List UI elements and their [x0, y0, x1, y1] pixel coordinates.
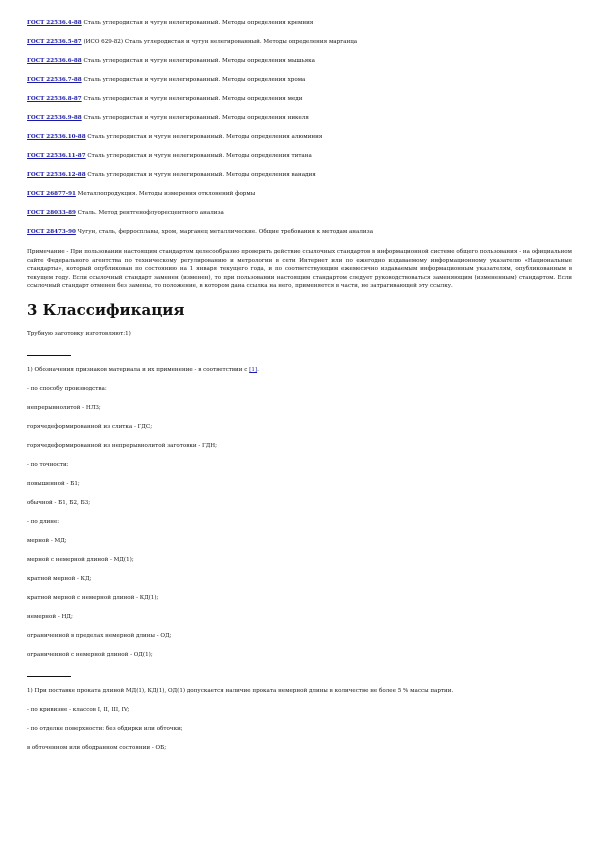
reference-item: [27, 228, 572, 236]
list-item: непрерывнолитой - НЛЗ;: [27, 404, 101, 411]
footnote-text: [27, 366, 572, 374]
list-item: кратной мерной - КД;: [27, 575, 92, 582]
section-heading: 3 Классификация: [27, 300, 185, 319]
reference-title: Сталь углеродистая и чугун нелегированный. Методы определения хрома: [81, 77, 306, 83]
reference-item: [27, 152, 572, 160]
list-item: мерной - МД;: [27, 537, 67, 544]
footnote-text-end: .: [257, 366, 259, 373]
reference-title: Сталь углеродистая и чугун нелегированный. Методы определения меди: [81, 96, 303, 102]
footnote-separator: [27, 355, 71, 356]
reference-title: Сталь углеродистая и чугун нелегированный. Методы определения титана: [85, 153, 312, 159]
reference-list: [27, 19, 572, 236]
reference-title: Сталь углеродистая и чугун нелегированный. Методы определения алюминия: [85, 134, 323, 140]
list-item: повышенной - Б1;: [27, 480, 80, 487]
list-item: мерной с немерной длиной - МД(1);: [27, 556, 134, 563]
list-item: ограниченной в пределах немерной длины - ОД;: [27, 632, 172, 639]
reference-title: Чугун, сталь, ферросплавы, хром, марганец металлические. Общие требования к методам анализа: [75, 229, 374, 235]
list-item: горячедеформированной из непрерывнолитой заготовки - ГДН;: [27, 442, 218, 449]
intro-text: Трубную заготовку изготовляют:1): [27, 330, 131, 337]
footnote-text: 1) При поставке проката длиной МД(1), КД(1), ОД(1) допускается наличие проката немерной длины в количестве не более 5 % массы партии.: [27, 687, 454, 694]
list-item: горячедеформированной из слитка - ГДС;: [27, 423, 153, 430]
footnote-separator: [27, 676, 71, 677]
classification-list: [27, 385, 572, 659]
reference-link[interactable]: ГОСТ 28473-90: [27, 229, 76, 235]
reference-item: [27, 133, 572, 141]
list-item: обычной - Б1, Б2, Б3;: [27, 499, 91, 506]
reference-link[interactable]: ГОСТ 22536.9-88: [27, 115, 82, 121]
reference-title: Сталь углеродистая и чугун нелегированный. Методы определения никеля: [81, 115, 309, 121]
reference-link[interactable]: ГОСТ 22536.12-88: [27, 172, 86, 178]
reference-item: [27, 114, 572, 122]
list-item: - по длине:: [27, 518, 60, 525]
footnote-text-start: 1) Обозначения признаков материала и их применение - в соответствии с: [27, 366, 250, 373]
reference-item: [27, 57, 572, 65]
reference-link[interactable]: ГОСТ 22536.6-88: [27, 58, 82, 64]
reference-item: [27, 190, 572, 198]
reference-title: Металлопродукция. Методы измерения отклонений формы: [75, 191, 256, 197]
reference-item: [27, 38, 572, 46]
reference-title: Сталь. Метод рентгенофлуоресцентного анализа: [75, 210, 224, 216]
reference-link[interactable]: ГОСТ 26877-91: [27, 191, 76, 197]
reference-item: [27, 19, 572, 27]
reference-item: [27, 76, 572, 84]
list-item: - по точности:: [27, 461, 69, 468]
list-item: - по кривизне - классов I, II, III, IV;: [27, 706, 130, 713]
list-item: - по способу производства:: [27, 385, 107, 392]
list-item: немерной - НД;: [27, 613, 73, 620]
note-paragraph: Примечание - При пользовании настоящим стандартом целесообразно проверить действие ссылочных стандартов в информационной системе общего пользования - на официальном сайте Федерального агентства по техническому регулированию и метрологии в сети Интернет или по ежегодно издаваемому информационному указателю «Национальные стандарты», который опубликован по состоянию на 1 января текущего года, и по соответствующим ежемесячно издаваемым информационным указателям, опубликованным в текущем году. Если ссылочный стандарт заменен (изменен), то при пользовании настоящим стандартом следует руководствоваться заменяющим (измененным) стандартом. Если ссылочный стандарт отменен без замены, то положение, в котором дана ссылка на него, применяется в части, не затрагивающей эту ссылку.: [27, 249, 572, 290]
reference-link[interactable]: ГОСТ 22536.8-87: [27, 96, 82, 102]
reference-link[interactable]: ГОСТ 22536.10-88: [27, 134, 86, 140]
footnote-reference-link[interactable]: [1]: [249, 366, 258, 373]
list-item: ограниченной с немерной длиной - ОД(1);: [27, 651, 153, 658]
reference-item: [27, 95, 572, 103]
reference-link[interactable]: ГОСТ 22536.11-87: [27, 153, 86, 159]
reference-title: Сталь углеродистая и чугун нелегированный. Методы определения ванадия: [85, 172, 316, 178]
reference-link[interactable]: ГОСТ 22536.4-88: [27, 20, 82, 26]
reference-item: [27, 171, 572, 179]
list-item: кратной мерной с немерной длиной - КД(1);: [27, 594, 159, 601]
reference-title: Сталь углеродистая и чугун нелегированный. Методы определения мышьяка: [81, 58, 316, 64]
reference-link[interactable]: ГОСТ 28033-89: [27, 210, 76, 216]
document-page: [27, 14, 572, 752]
reference-title: Сталь углеродистая и чугун нелегированный. Методы определения кремния: [81, 20, 314, 26]
classification-list-continued: [27, 706, 572, 752]
list-item: - по отделке поверхности: без обдирки или обточки;: [27, 725, 183, 732]
reference-link[interactable]: ГОСТ 22536.5-87: [27, 39, 82, 45]
reference-item: [27, 209, 572, 217]
reference-title: (ИСО 629-82) Сталь углеродистая и чугун нелегированный. Методы определения марганца: [81, 39, 358, 45]
list-item: в обточенном или ободранном состоянии - ОБ;: [27, 744, 167, 751]
reference-link[interactable]: ГОСТ 22536.7-88: [27, 77, 82, 83]
